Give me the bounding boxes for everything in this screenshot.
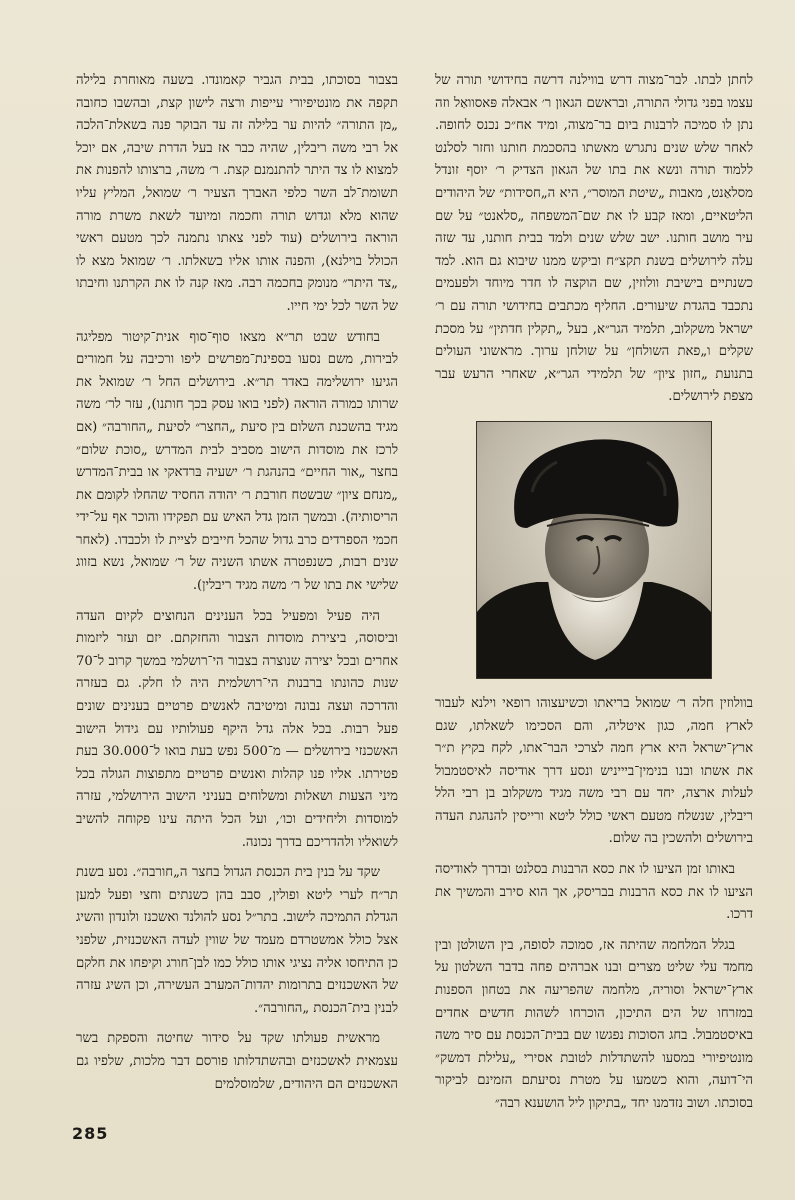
left-text-column [76, 70, 398, 1104]
paragraph: בצבור בסוכתו, בבית הגביר קאמונדו. בשעה מאוחרת בלילה תקפה את מונטיפיורי עייפות ורצה לישון קצת, ובהשבו כחובה „מן התורה״ להיות ער בלילה זה עד הבוקר פנה בשאלת־הלכה אל רבי משה ריבלין, שהיה כבר אז בעל הדרת שיבה, אם יוכל למצוא לו צד היתר להתנמנם קצת. ר׳ משה, ברצותו להפנות את תשומת־לב השר כלפי האברך הצעיר ר׳ שמואל, המליץ עליו שהוא מלא וגדוש תורה וחכמה ומיועד לשאת משרת מורה הוראה בירושלים (עוד לפני צאתו נתמנה לכך מטעם ראשי הכולל בוילנא), והפנה אותו אליו בשאלתו. ר׳ שמואל מצא לו „צד היתר״ מנומק בחכמה רבה. מאז קנה לו את הקרתנו וחיבתו של השר לכל ימי חייו. [76, 73, 398, 314]
paragraph: באותו זמן הציעו לו את כסא הרבנות בסלנט ובדרך לאודיסה הציעו לו את כסא הרבנות בבריסק, אך הוא סירב והמשיך את דרכו. [435, 862, 753, 923]
paragraph: בוולוזין חלה ר׳ שמואל בריאתו וכשיעצוהו רופאי וילנא לעבור לארץ חמה, כגון איטליה, והם הסכימו לשאלתו, שגם ארץ־ישראל היא ארץ חמה לצרכי הבר־אתו, לקח בקיץ ת״ר את אשתו ובנו בנימין־ביייניש ונסע דרך אודיסה לאיסטמבול לעלות ארצה, יחד עם רבי משה מגיד משקלוב בן רבי הלל ריבלין, שנשלח מטעם ראשי כולל ליטא ורייסין להנהגת העדה בירושלים ולהשכין בה שלום. [435, 695, 753, 847]
right-text-column [435, 70, 753, 1124]
portrait-icon [477, 422, 711, 678]
portrait-photo [476, 421, 712, 679]
paragraph: לחתן לבתו. לבר־מצוה דרש בווילנה דרשה בחידושי תורה של עצמו בפני גדולי התורה, ובראשם הגאון ר׳ אבאלה פּאסוואַל וזה נתן לו סמיכה לרבנות ביום בר־מצוה, ומיד אח״כ נכנס לחופה. לאחר שלש שנים נתגרש מאשתו בהסכמת חותנו וחזר לסלנט ללמוד תורה ונשא את בתו של הגאון הצדיק ר׳ יוסף זונדל מסלאַנט, מאבות „שיטת המוסר״, היא ה„חסידות״ של היהודים הליטאיים, ומאז קבע לו את שם־המשפחה „סלאנט״ על שם עיר מושב חותנו. ישב שלש שנים ולמד בבית חותנו, עד שזה עלה לירושלים בשנת תקצ״ח וביקש ממנו שיבוא גם הוא. למד כשנתיים בישיבת וולוזין, שם הוקצה לו חדר מיוחד ולפעמים נתכבד בהגדת שיעורים. החליף מכתבים בחידושי תורה עם ר׳ ישראל משקלוב, תלמיד הגר״א, בעל „תקלין חדתין״ על מסכת שקלים ו„פאת השולחן״ על שולחן ערוך. מראשוני העולים בתנועת „חזון ציון״ של תלמידי הגר״א, שאחרי הרעש עבר מצפת לירושלים. [435, 73, 753, 405]
photo-block [435, 421, 753, 679]
paragraph: מראשית פעולתו שקד על סידור שחיטה והספקת בשר עצמאית לאשכנזים ובהשתדלותו פורסם דבר מלכות, שלפיו גם האשכנזים הם היהודים, שלמוסלמים [76, 1031, 398, 1092]
paragraph: היה פעיל ומפעיל בכל הענינים הנחוצים לקיום העדה וביסוסה, ביצירת מוסדות הצבור והחזקתם. יזם ועזר ליזמות אחרים ובכל יצירה שנוצרה בצבור הי־רושלמי במשך קרוב ל־70 שנות כהונתו ברבנות הי־רושלמית היה לו חלק. גם בעזרה והדרכה ועצה נבונה ומיטיבה לאנשים פרטיים בענינים שונים פעל רבות. בכל אלה גדל היקף פעולותיו עם גידול הישוב האשכנזי בירושלים — מ־500 נפש בעת בואו ל־30.000 בעת פטירתו. אליו פנו קהלות ואנשים פרטיים מתפוצות הגולה בכל מיני הצעות ושאלות ומשלוחים בעניני הישוב הירושלמי, עזרה למוסדות וליחידים וכו׳, ועל הכל היתה עינו פקוחה להשיב לשואליו ולהדריכם בדרך נכונה. [76, 608, 398, 850]
paragraph: שקד על בנין בית הכנסת הגדול בחצר ה„חורבה״. נסע בשנת תר״ח לערי ליטא ופולין, סבב בהן כשנתים וחצי ופעל למען הגדלת התמיכה לישוב. בתר״ל נסע להולנד ואשכנז ולונדון והשיג אצל כולל אמשטרדם מעמד של שווין לעדה האשכנזית, שלפני כן התיחסו אליה נציגי אותו כולל כמו לבן־חורג וקיפחו את חלקם של האשכנזים בתרומות יהדות־המערב העשירה, וכן השיג עזרה לבנין בית־הכנסת „החורבה״. [76, 865, 398, 1016]
paragraph: בחודש שבט תר״א מצאו סוף־סוף אנית־קיטור מפליגה לבירות, משם נסעו בספינת־מפרשים ליפו ורכיבה על חמורים הגיעו ירושלימה באדר תר״א. בירושלים החל ר׳ שמואל את שרותו כמורה הוראה (לפני בואו עסק בכך חותנו), עזר לר׳ משה מגיד בהשכנת השלום בין סיעת „החצר״ לסיעת „החורבה״ (אם לרכז את מוסדות הישוב מסביב לבית המדרש „סוכת שלום״ בחצר „אור החיים״ בהנהגת ר׳ ישעיה בּרדאקי או בבית־המדרש „מנחם ציון״ שבשטח חורבת ר׳ יהודה החסיד שהחלו לקומם את הריסותיה). ובמשך הזמן גדל האיש עם תפקידו והוכר אף על־ידי חכמי הספרדים כרב גדול שהכל חייבים לציית לו ולכבדו. (לאחר שנים רבות, כשנפטרה אשתו השניה של ר׳ שמואל, נשא בזווג שלישי את בתו של ר׳ משה מגיד ריבלין). [76, 329, 398, 594]
paragraph: בגלל המלחמה שהיתה אז, סמוכה לסופה, בין השולטן ובין מחמד עלי שליט מצרים ובנו אברהים פחה בדבר השלטון על ארץ־ישראל וסוריה, מלחמה שהפריעה את בטחון הספנות במזרחו של הים התיכון, הוכרחו לשהות חדשים אחדים באיסטמבול. בחג הסוכות נפגשו שם בבית־הכנסת עם סיר משה מונטיפיורי במסעו להשתדלות לטובת אסירי „עלילת דמשק״ הי־דועה, והוא כשמעו על מטרת נסיעתם הזמינם לביקור בסוכתו. ושוב נזדמנו יחד „בתיקון ליל הושענא רבה״ [435, 937, 753, 1111]
page-number: 285 [72, 1124, 109, 1143]
